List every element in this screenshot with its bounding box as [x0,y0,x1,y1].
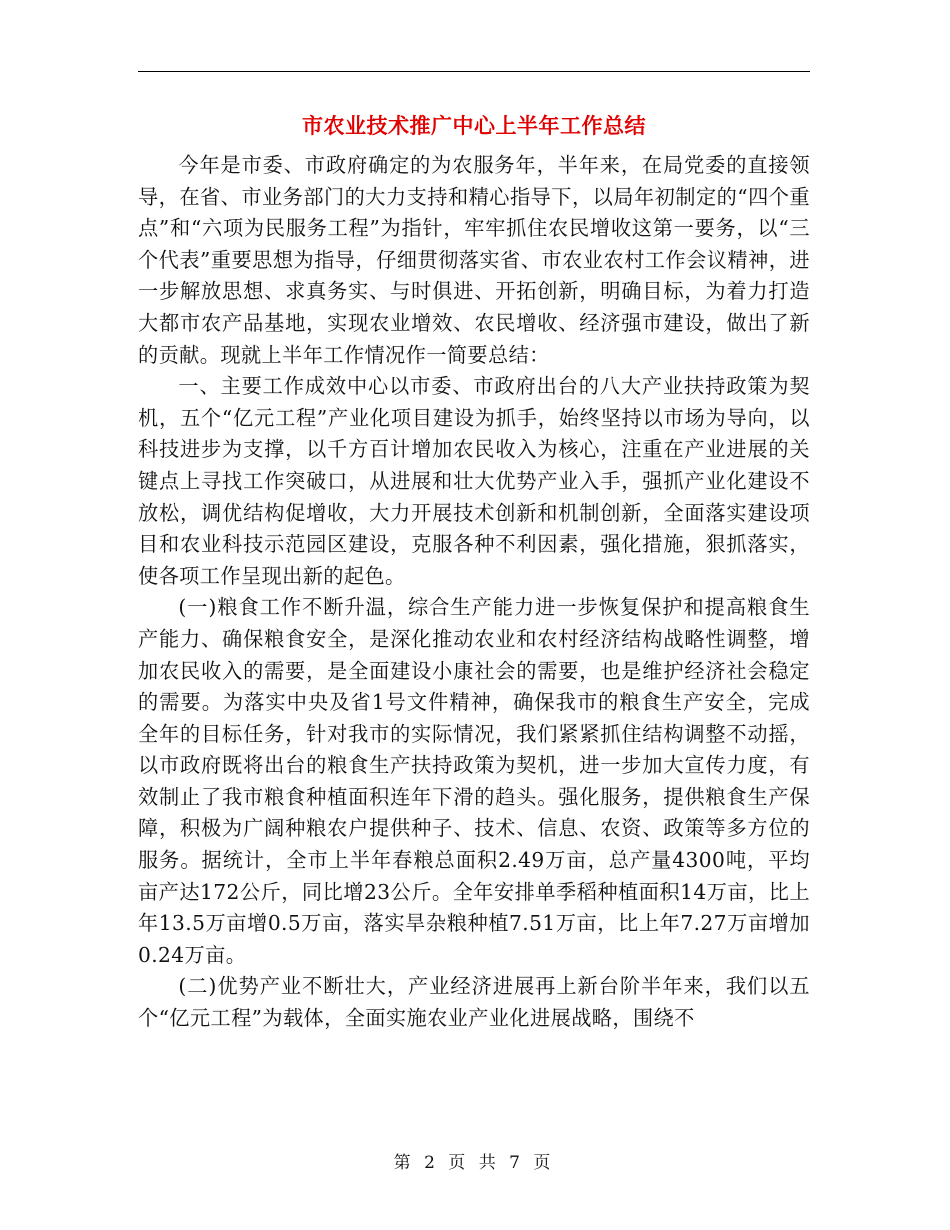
header-rule [138,71,810,72]
document-title: 市农业技术推广中心上半年工作总结 [302,113,646,138]
document-body [138,150,810,1035]
paragraph-advantage-industry: (二)优势产业不断壮大，产业经济进展再上新台阶半年来，我们以五个“亿元工程”为载体，全面实施农业产业化进展战略，围绕不 [138,974,810,1031]
paragraph-grain-work: (一)粮食工作不断升温，综合生产能力进一步恢复保护和提高粮食生产能力、确保粮食安全，是深化推动农业和农村经济结构战略性调整，增加农民收入的需要，是全面建设小康社会的需要，也是维护经济社会稳定的需要。为落实中央及省1号文件精神，确保我市的粮食生产安全，完成全年的目标任务，针对我市的实际情况，我们紧紧抓住结构调整不动摇，以市政府既将出台的粮食生产扶持政策为契机，进一步加大宣传力度，有效制止了我市粮食种植面积连年下滑的趋头。强化服务，提供粮食生产保障，积极为广阔种粮农户提供种子、技术、信息、农资、政策等多方位的服务。据统计，全市上半年春粮总面积2.49万亩，总产量4300吨，平均亩产达172公斤，同比增23公斤。全年安排单季稻种植面积14万亩，比上年13.5万亩增0.5万亩，落实旱杂粮种植7.51万亩，比上年7.27万亩增加0.24万亩。 [138,595,810,967]
paragraph-main-results: 一、主要工作成效中心以市委、市政府出台的八大产业扶持政策为契机，五个“亿元工程”产业化项目建设为抓手，始终坚持以市场为导向，以科技进步为支撑，以千方百计增加农民收入为核心，注重在产业进展的关键点上寻找工作突破口，从进展和壮大优势产业入手，强抓产业化建设不放松，调优结构促增收，大力开展技术创新和机制创新，全面落实建设项目和农业科技示范园区建设，克服各种不利因素，强化措施，狠抓落实，使各项工作呈现出新的起色。 [138,374,810,588]
page-footer: 第 2 页 共 7 页 [393,1153,555,1173]
paragraph-intro: 今年是市委、市政府确定的为农服务年，半年来，在局党委的直接领导，在省、市业务部门的大力支持和精心指导下，以局年初制定的“四个重点”和“六项为民服务工程”为指针，牢牢抓住农民增收这第一要务，以“三个代表”重要思想为指导，仔细贯彻落实省、市农业农村工作会议精神，进一步解放思想、求真务实、与时俱进、开拓创新，明确目标，为着力打造大都市农产品基地，实现农业增效、农民增收、经济强市建设，做出了新的贡献。现就上半年工作情况作一简要总结： [138,153,810,367]
